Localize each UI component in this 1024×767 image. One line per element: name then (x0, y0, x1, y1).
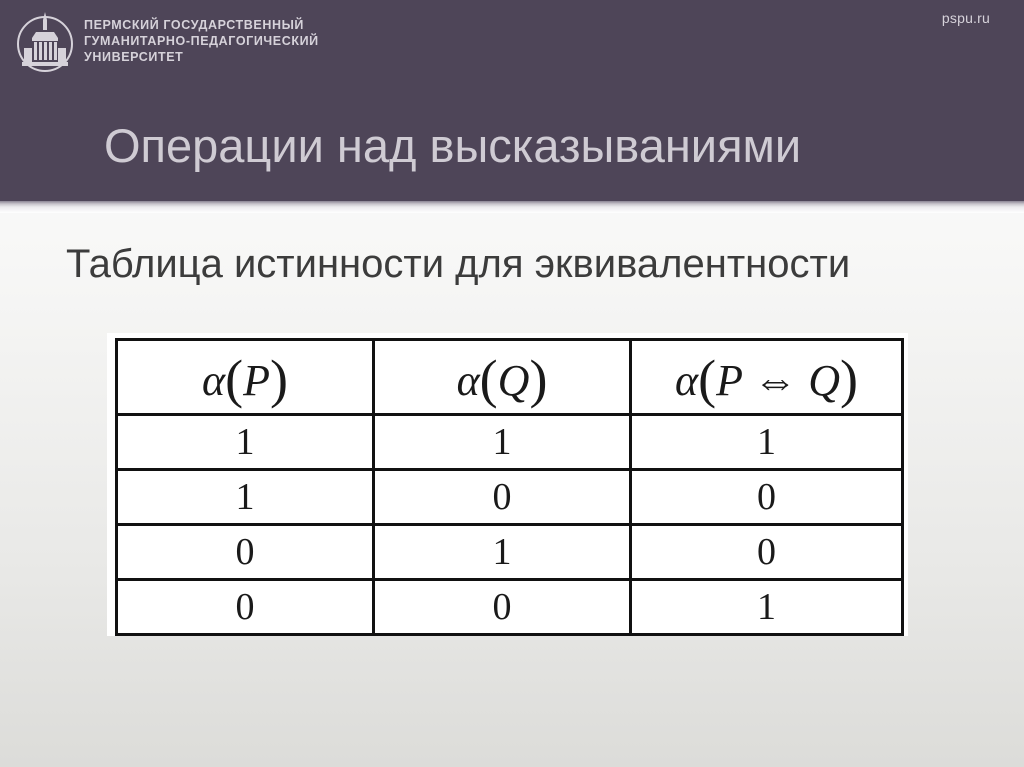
column-header-func: α (202, 356, 226, 405)
close-paren: ) (270, 349, 288, 409)
open-paren: ( (225, 349, 244, 409)
table-cell: 0 (631, 525, 903, 580)
table-cell: 1 (117, 470, 374, 525)
truth-table (115, 338, 904, 636)
university-building-logo-icon (14, 8, 76, 76)
table-cell: 0 (631, 470, 903, 525)
table-header-row (117, 340, 903, 415)
truth-table-panel (107, 333, 908, 636)
table-cell: 0 (117, 580, 374, 635)
slide-subtitle: Таблица истинности для эквивалентности (66, 242, 851, 286)
column-header-arg: Q (497, 356, 530, 405)
column-header-func: α (675, 356, 699, 405)
table-row (117, 525, 903, 580)
table-row (117, 415, 903, 470)
slide-title: Операции над высказываниями (104, 119, 802, 172)
university-name (84, 17, 319, 65)
header-divider (0, 201, 1024, 213)
table-cell: 1 (374, 415, 631, 470)
table-cell: 1 (631, 415, 903, 470)
column-header-arg: P (243, 356, 270, 405)
column-header-func: α (456, 356, 480, 405)
university-name-line-3: УНИВЕРСИТЕТ (84, 50, 184, 64)
open-paren: ( (479, 349, 498, 409)
column-header-alpha-p (117, 340, 374, 415)
column-header-arg: P ⇔ Q (716, 356, 840, 405)
open-paren: ( (698, 349, 717, 409)
column-header-alpha-q (374, 340, 631, 415)
table-cell: 1 (117, 415, 374, 470)
close-paren: ) (529, 349, 548, 409)
table-row (117, 580, 903, 635)
site-url[interactable]: pspu.ru (941, 10, 990, 26)
table-cell: 0 (374, 580, 631, 635)
close-paren: ) (839, 349, 858, 409)
table-row (117, 470, 903, 525)
column-header-alpha-p-equiv-q (631, 340, 903, 415)
table-cell: 0 (374, 470, 631, 525)
university-name-line-2: ГУМАНИТАРНО-ПЕДАГОГИЧЕСКИЙ (84, 34, 319, 48)
table-cell: 1 (631, 580, 903, 635)
header-bar (0, 0, 1024, 201)
table-cell: 0 (117, 525, 374, 580)
university-name-line-1: ПЕРМСКИЙ ГОСУДАРСТВЕННЫЙ (84, 18, 305, 32)
table-cell: 1 (374, 525, 631, 580)
